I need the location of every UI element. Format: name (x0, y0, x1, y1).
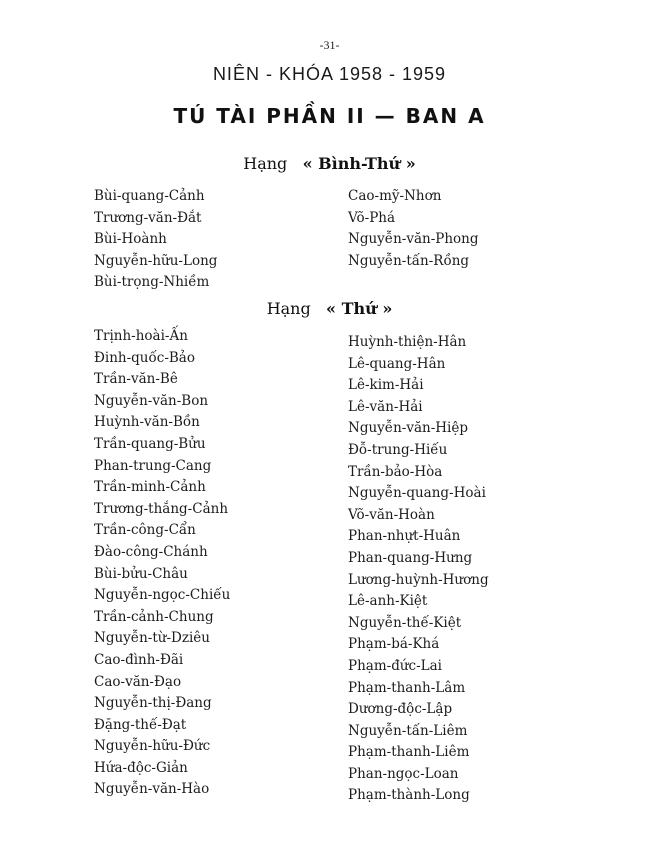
student-name: Nguyễn-từ-Dziêu (94, 630, 210, 647)
student-name: Nguyễn-quang-Hoài (348, 485, 486, 502)
student-name: Lê-văn-Hải (348, 398, 423, 415)
student-name: Đặng-thế-Đạt (94, 716, 187, 733)
name-list-right (348, 332, 489, 807)
student-name: Phan-nhựt-Huân (348, 528, 461, 545)
student-name: Phạm-thanh-Liêm (348, 744, 470, 761)
student-name: Lê-anh-Kiệt (348, 593, 428, 610)
student-name: Cao-đình-Đãi (94, 651, 184, 668)
student-name: Trần-cảnh-Chung (94, 608, 214, 625)
section-heading-binh-thu (0, 154, 659, 173)
name-list-left (94, 326, 230, 801)
student-name: Huỳnh-văn-Bồn (94, 414, 200, 431)
student-name: Bùi-trọng-Nhiềm (94, 274, 210, 291)
exam-title: TÚ TÀI PHẦN II — BAN A (173, 104, 486, 128)
student-name: Bùi-bửu-Châu (94, 565, 188, 582)
section-heading-thu (0, 299, 659, 318)
student-name: Dương-độc-Lập (348, 701, 453, 718)
student-name: Phan-ngọc-Loan (348, 765, 459, 782)
student-name: Bùi-Hoành (94, 231, 167, 248)
student-name: Huỳnh-thiện-Hân (348, 334, 467, 350)
student-name: Nguyễn-thế-Kiệt (348, 614, 462, 631)
student-name: Lương-huỳnh-Hương (348, 571, 489, 588)
student-name: Trịnh-hoài-Ấn (94, 328, 188, 344)
student-name: Võ-Phá (348, 209, 396, 226)
name-list-left (94, 186, 217, 294)
student-name: Nguyễn-thị-Đang (94, 695, 212, 712)
student-name: Đỗ-trung-Hiếu (348, 441, 448, 458)
student-name: Đinh-quốc-Bảo (94, 349, 195, 366)
student-name: Trần-minh-Cảnh (94, 479, 206, 496)
student-name: Nguyễn-hữu-Long (94, 252, 218, 269)
student-name: Phạm-đức-Lai (348, 657, 442, 674)
student-name: Lê-kim-Hải (348, 377, 424, 394)
student-name: Phạm-thành-Long (348, 787, 470, 804)
student-name: Trương-văn-Đắt (94, 209, 202, 226)
name-list-right (348, 186, 479, 272)
student-name: Phan-quang-Hưng (348, 549, 473, 566)
student-name: Phạm-thanh-Lâm (348, 679, 466, 696)
student-name: Trương-thắng-Cảnh (94, 500, 229, 517)
student-name: Nguyễn-văn-Bon (94, 392, 209, 409)
student-name: Nguyễn-tấn-Rồng (348, 252, 470, 269)
student-name: Cao-văn-Đạo (94, 673, 182, 690)
student-name: Nguyễn-văn-Hào (94, 781, 210, 798)
page-number: -31- (319, 38, 340, 52)
student-name: Trần-văn-Bê (94, 371, 178, 388)
student-name: Hứa-độc-Giản (94, 759, 188, 776)
section-prefix: Hạng (266, 299, 311, 318)
student-name: Lê-quang-Hân (348, 355, 446, 372)
student-name: Nguyễn-ngọc-Chiếu (94, 587, 231, 604)
student-name: Trần-quang-Bửu (94, 435, 206, 452)
student-name: Nguyễn-văn-Hiệp (348, 420, 468, 437)
student-name: Nguyễn-tấn-Liêm (348, 722, 468, 739)
student-name: Phạm-bá-Khá (348, 636, 440, 653)
school-year-heading: NIÊN - KHÓA 1958 - 1959 (212, 64, 447, 84)
section-rank: « Thứ » (326, 299, 393, 318)
student-name: Võ-văn-Hoàn (348, 506, 435, 523)
student-name: Nguyễn-văn-Phong (348, 231, 479, 248)
student-name: Đào-công-Chánh (94, 543, 208, 560)
student-name: Cao-mỹ-Nhơn (348, 188, 442, 204)
student-name: Trần-công-Cẩn (94, 522, 196, 539)
section-rank: « Bình-Thứ » (302, 154, 416, 173)
student-name: Bùi-quang-Cảnh (94, 188, 205, 204)
student-name: Nguyễn-hữu-Đức (94, 738, 211, 755)
student-name: Trần-bảo-Hòa (348, 463, 443, 480)
section-prefix: Hạng (243, 154, 288, 173)
student-name: Phan-trung-Cang (94, 457, 212, 474)
